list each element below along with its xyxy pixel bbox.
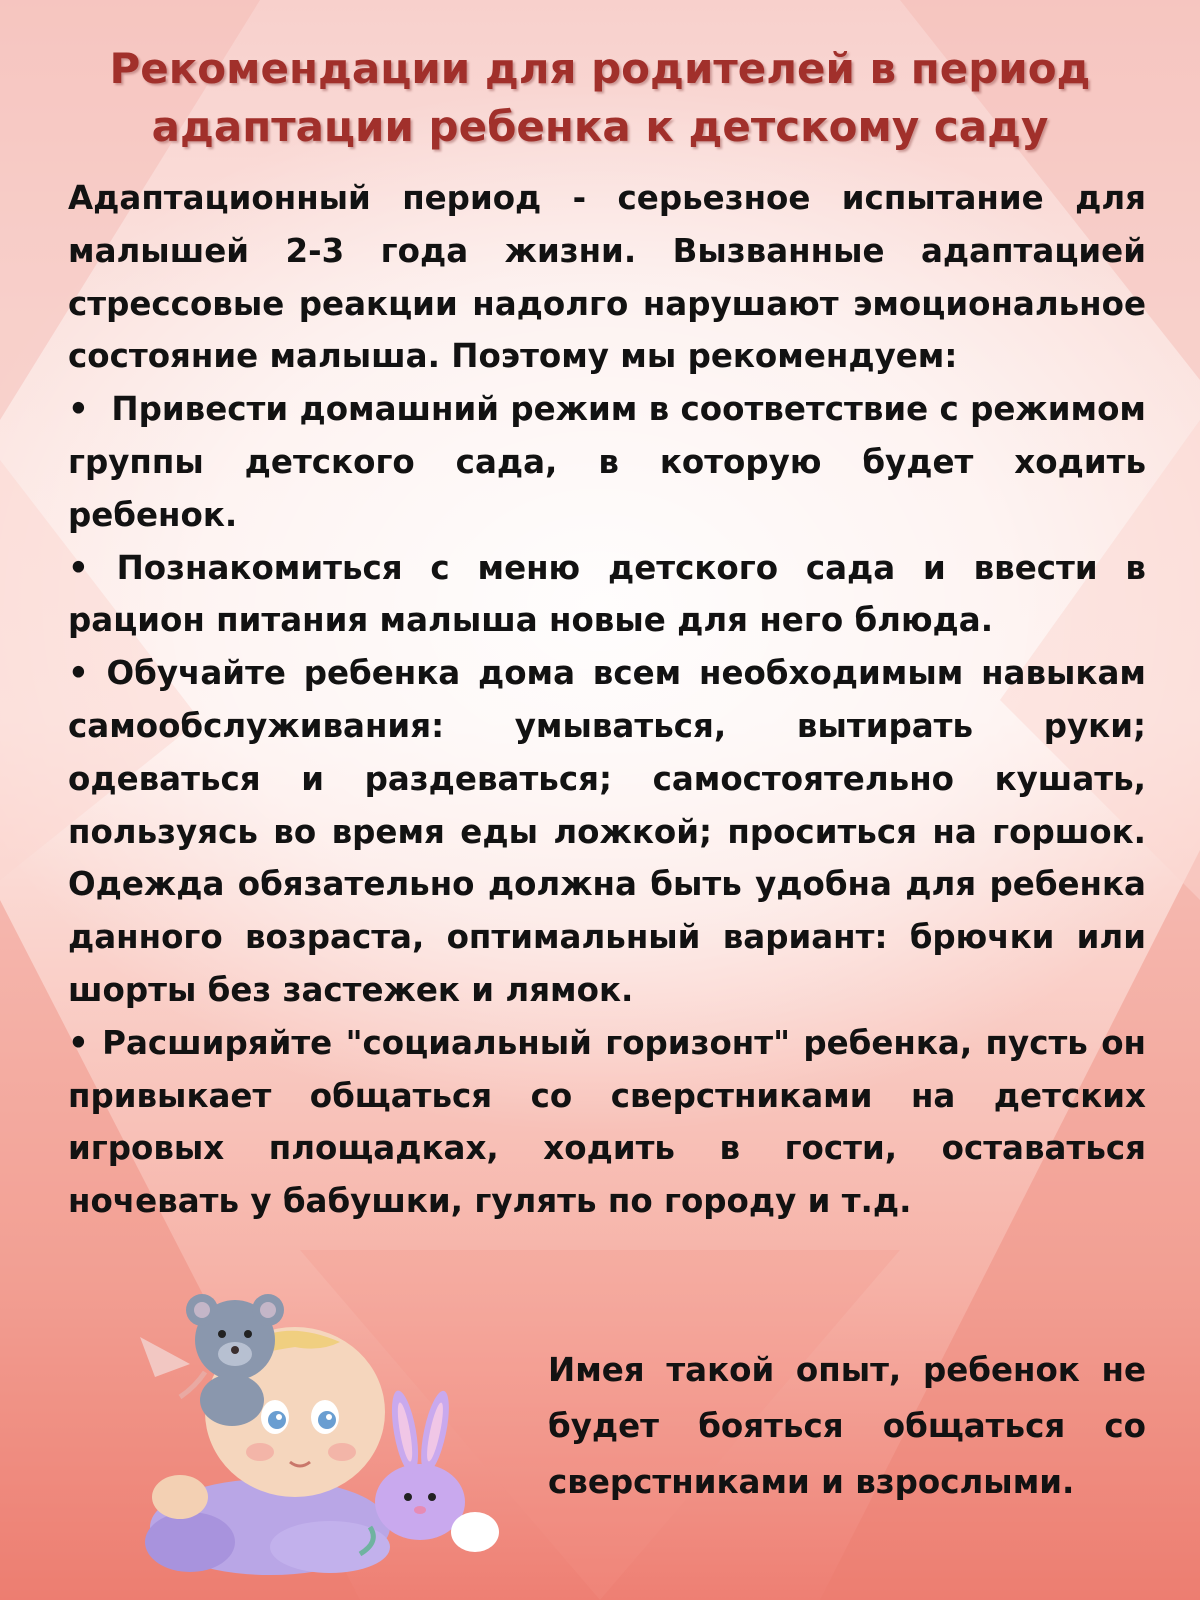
recommendation-text: Обучайте ребенка дома всем необходимым навыкам самообслуживания: умываться, вытирать руки; одеваться и раздеваться; самостоятельно кушать, пользуясь во время еды ложкой; проситься на горшок. Одежда обязательно должна быть удобна для ребенка данного возраста, оптимальный вариант: брючки или шорты без застежек и лямок.: [68, 654, 1146, 1009]
intro-paragraph: Адаптационный период - серьезное испытание для малышей 2-3 года жизни. Вызванные адаптацией стрессовые реакции надолго нарушают эмоциональное состояние малыша. Поэтому мы рекомендуем:: [68, 179, 1146, 376]
recommendation-item-4: [68, 1017, 1146, 1228]
recommendation-item-3: [68, 647, 1146, 1017]
recommendations-text: [68, 172, 1146, 1228]
closing-paragraph: Имея такой опыт, ребенок не будет бояться общаться со сверстниками и взрослыми.: [548, 1351, 1146, 1501]
title-line-2: адаптации ребенка к детскому саду: [151, 102, 1049, 151]
bullet-icon: •: [68, 390, 89, 429]
recommendation-item-2: [68, 542, 1146, 648]
recommendation-item-1: [68, 383, 1146, 541]
bullet-icon: •: [68, 654, 89, 693]
recommendation-text: Расширяйте "социальный горизонт" ребенка, пусть он привыкает общаться со сверстниками на детских игровых площадках, ходить в гости, оставаться ночевать у бабушки, гулять по городу и т.д.: [68, 1023, 1146, 1221]
title-line-1: Рекомендации для родителей в период: [109, 44, 1091, 93]
recommendation-text: Привести домашний режим в соответствие с режимом группы детского сада, в которую будет ходить ребенок.: [68, 390, 1146, 534]
baby-with-teddy-bear-and-bunny-icon: [120, 1292, 520, 1582]
page-title: [100, 40, 1100, 156]
bullet-icon: •: [68, 1023, 89, 1062]
recommendation-text: Познакомиться с меню детского сада и ввести в рацион питания малыша новые для него блюда.: [68, 548, 1146, 640]
bullet-icon: •: [68, 548, 89, 587]
